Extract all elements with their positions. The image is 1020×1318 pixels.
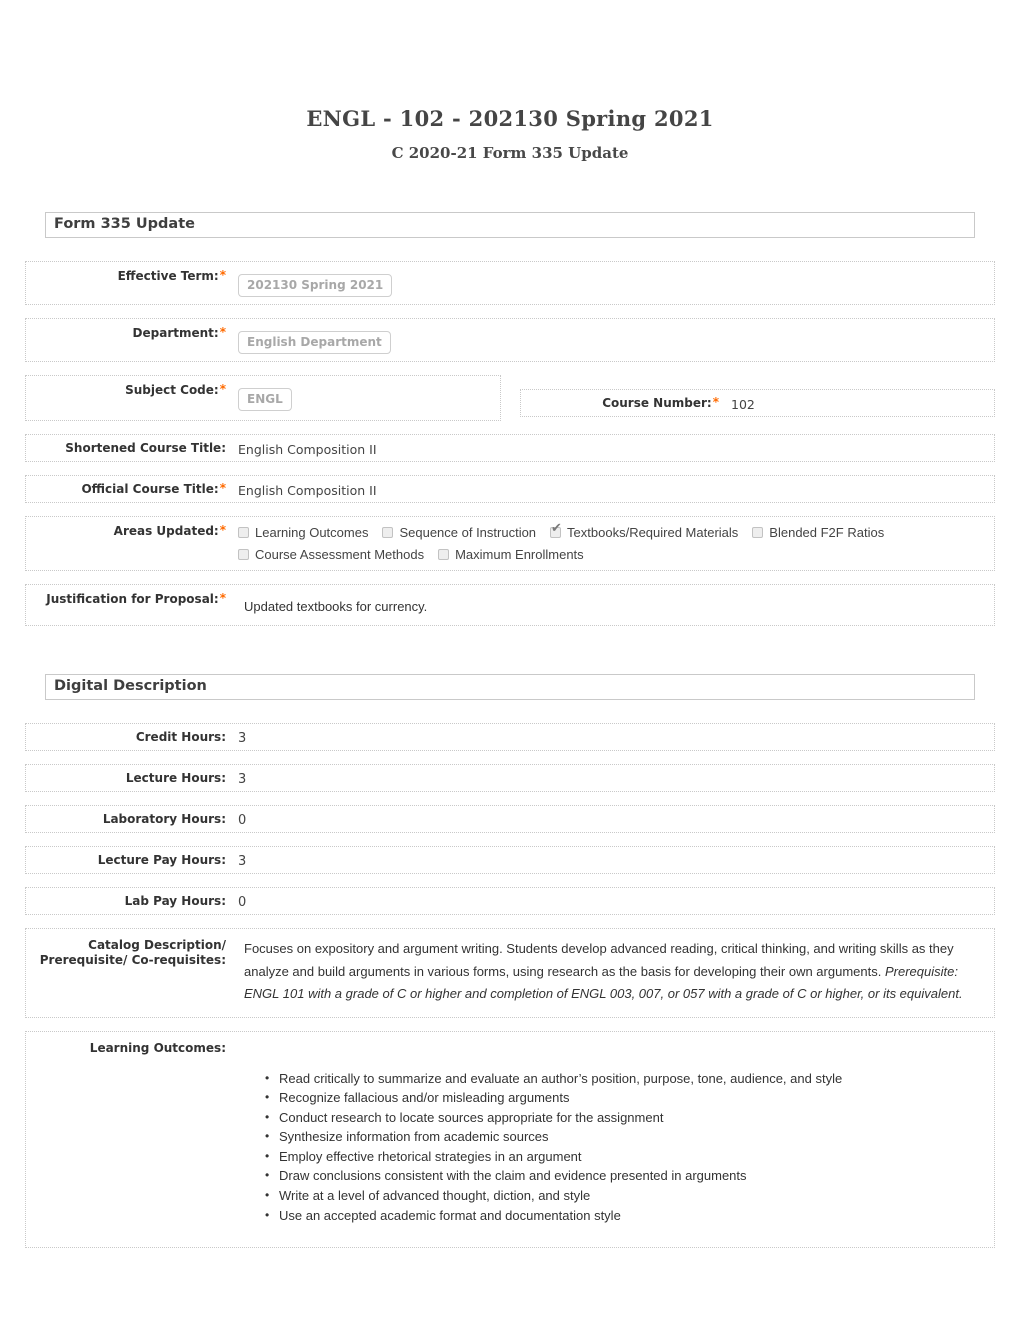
required-asterisk: * (219, 325, 226, 339)
checkbox-option-label: Sequence of Instruction (399, 525, 537, 540)
lecture-hours-label: Lecture Hours: (125, 771, 226, 785)
field-row-department (25, 318, 995, 362)
laboratory-hours-label: Laboratory Hours: (102, 812, 226, 826)
checkbox-icon[interactable] (382, 527, 393, 538)
checkbox-option-learning-outcomes[interactable] (238, 525, 368, 540)
form-335-rows (25, 261, 995, 626)
field-row-catalog-description (25, 928, 995, 1018)
course-number-label: Course Number:* (602, 395, 719, 410)
department-label: Department:* (132, 325, 226, 340)
prerequisite-text: Prerequisite: ENGL 101 with a grade of C or higher and completion of ENGL 003, 007, or 057 with a grade of C or higher, or its equivalent. (244, 963, 963, 1001)
field-row-areas-updated (25, 516, 995, 571)
required-asterisk: * (219, 591, 226, 605)
field-row-subject-code (25, 375, 501, 421)
field-row-effective-term (25, 261, 995, 305)
official-course-title-value: English Composition II (238, 483, 377, 498)
required-asterisk: * (219, 481, 226, 495)
checkbox-icon[interactable] (438, 549, 449, 560)
required-asterisk: * (219, 382, 226, 396)
catalog-description-text: Focuses on expository and argument writing. Students develop advanced reading, critical thinking, and writing skills as they analyze and build arguments in various forms, using research as the basis for developing their own arguments. (244, 941, 954, 979)
section-header-digital-description (45, 674, 975, 700)
checkbox-option-label: Textbooks/Required Materials (567, 525, 739, 540)
field-row-credit-hours (25, 723, 995, 751)
catalog-description-value (244, 938, 966, 1006)
checkbox-icon[interactable] (752, 527, 763, 538)
shortened-course-title-label: Shortened Course Title: (65, 441, 226, 455)
outcome-item: • Use an accepted academic format and documentation style (279, 1206, 994, 1226)
field-row-shortened-course-title (25, 434, 995, 462)
areas-updated-options (238, 520, 983, 562)
shortened-course-title-value: English Composition II (238, 442, 377, 457)
field-row-official-course-title (25, 475, 995, 503)
required-asterisk: * (219, 268, 226, 282)
outcome-item: • Write at a level of advanced thought, diction, and style (279, 1186, 994, 1206)
checkbox-option-label: Maximum Enrollments (455, 547, 584, 562)
field-row-learning-outcomes (25, 1031, 995, 1249)
field-row-lab-pay-hours (25, 887, 995, 915)
learning-outcomes-label: Learning Outcomes: (89, 1040, 226, 1055)
outcome-item: • Read critically to summarize and evaluate an author’s position, purpose, tone, audience, and style (279, 1069, 994, 1089)
outcome-item: • Employ effective rhetorical strategies in an argument (279, 1147, 994, 1167)
justification-value: Updated textbooks for currency. (244, 599, 428, 614)
course-number-value: 102 (731, 397, 755, 412)
lecture-hours-value: 3 (238, 772, 247, 787)
subject-code-value: ENGL (238, 388, 292, 411)
lecture-pay-hours-label: Lecture Pay Hours: (97, 853, 226, 867)
outcome-item: • Recognize fallacious and/or misleading arguments (279, 1088, 994, 1108)
credit-hours-value: 3 (238, 731, 247, 746)
effective-term-value: 202130 Spring 2021 (238, 274, 392, 297)
checkbox-option-blended-f2f-ratios[interactable] (752, 525, 884, 540)
section-header-form-335-update (45, 212, 975, 238)
catalog-description-label: Catalog Description/ Prerequisite/ Co-requisites: (39, 938, 226, 967)
lab-pay-hours-label: Lab Pay Hours: (124, 894, 226, 908)
field-row-laboratory-hours (25, 805, 995, 833)
lab-pay-hours-value: 0 (238, 895, 247, 910)
outcome-item: • Draw conclusions consistent with the claim and evidence presented in arguments (279, 1166, 994, 1186)
section-header-label: Digital Description (54, 678, 207, 694)
required-asterisk: * (712, 395, 719, 409)
checkbox-icon[interactable] (238, 527, 249, 538)
outcome-item: • Conduct research to locate sources appropriate for the assignment (279, 1108, 994, 1128)
checkbox-icon[interactable] (550, 520, 562, 538)
page-subtitle: C 2020-21 Form 335 Update (391, 144, 629, 162)
subject-code-label: Subject Code:* (125, 382, 226, 397)
learning-outcomes-list (279, 1069, 994, 1226)
credit-hours-label: Credit Hours: (135, 730, 226, 744)
checkbox-option-label: Blended F2F Ratios (769, 525, 885, 540)
checkbox-icon[interactable] (238, 549, 249, 560)
department-value: English Department (238, 331, 391, 354)
subject-course-band (25, 375, 995, 421)
checkbox-option-maximum-enrollments[interactable] (438, 547, 584, 562)
areas-updated-label: Areas Updated:* (113, 523, 226, 538)
page-title: ENGL - 102 - 202130 Spring 2021 (306, 106, 714, 131)
outcome-item: • Synthesize information from academic sources (279, 1127, 994, 1147)
effective-term-label: Effective Term:* (117, 268, 226, 283)
checkbox-option-textbooks-required-materials[interactable] (550, 520, 739, 540)
section-header-label: Form 335 Update (54, 216, 195, 232)
justification-label: Justification for Proposal:* (46, 591, 226, 606)
lecture-pay-hours-value: 3 (238, 854, 247, 869)
checkmark-icon: ✔ (551, 520, 562, 535)
field-row-lecture-pay-hours (25, 846, 995, 874)
checkbox-option-label: Learning Outcomes (255, 525, 369, 540)
checkbox-option-course-assessment-methods[interactable] (238, 547, 424, 562)
digital-description-rows (25, 723, 995, 1248)
required-asterisk: * (219, 523, 226, 537)
field-row-course-number (520, 389, 995, 417)
laboratory-hours-value: 0 (238, 813, 247, 828)
field-row-justification (25, 584, 995, 626)
official-course-title-label: Official Course Title:* (81, 481, 226, 496)
field-row-lecture-hours (25, 764, 995, 792)
checkbox-option-label: Course Assessment Methods (255, 547, 425, 562)
checkbox-option-sequence-of-instruction[interactable] (382, 525, 536, 540)
